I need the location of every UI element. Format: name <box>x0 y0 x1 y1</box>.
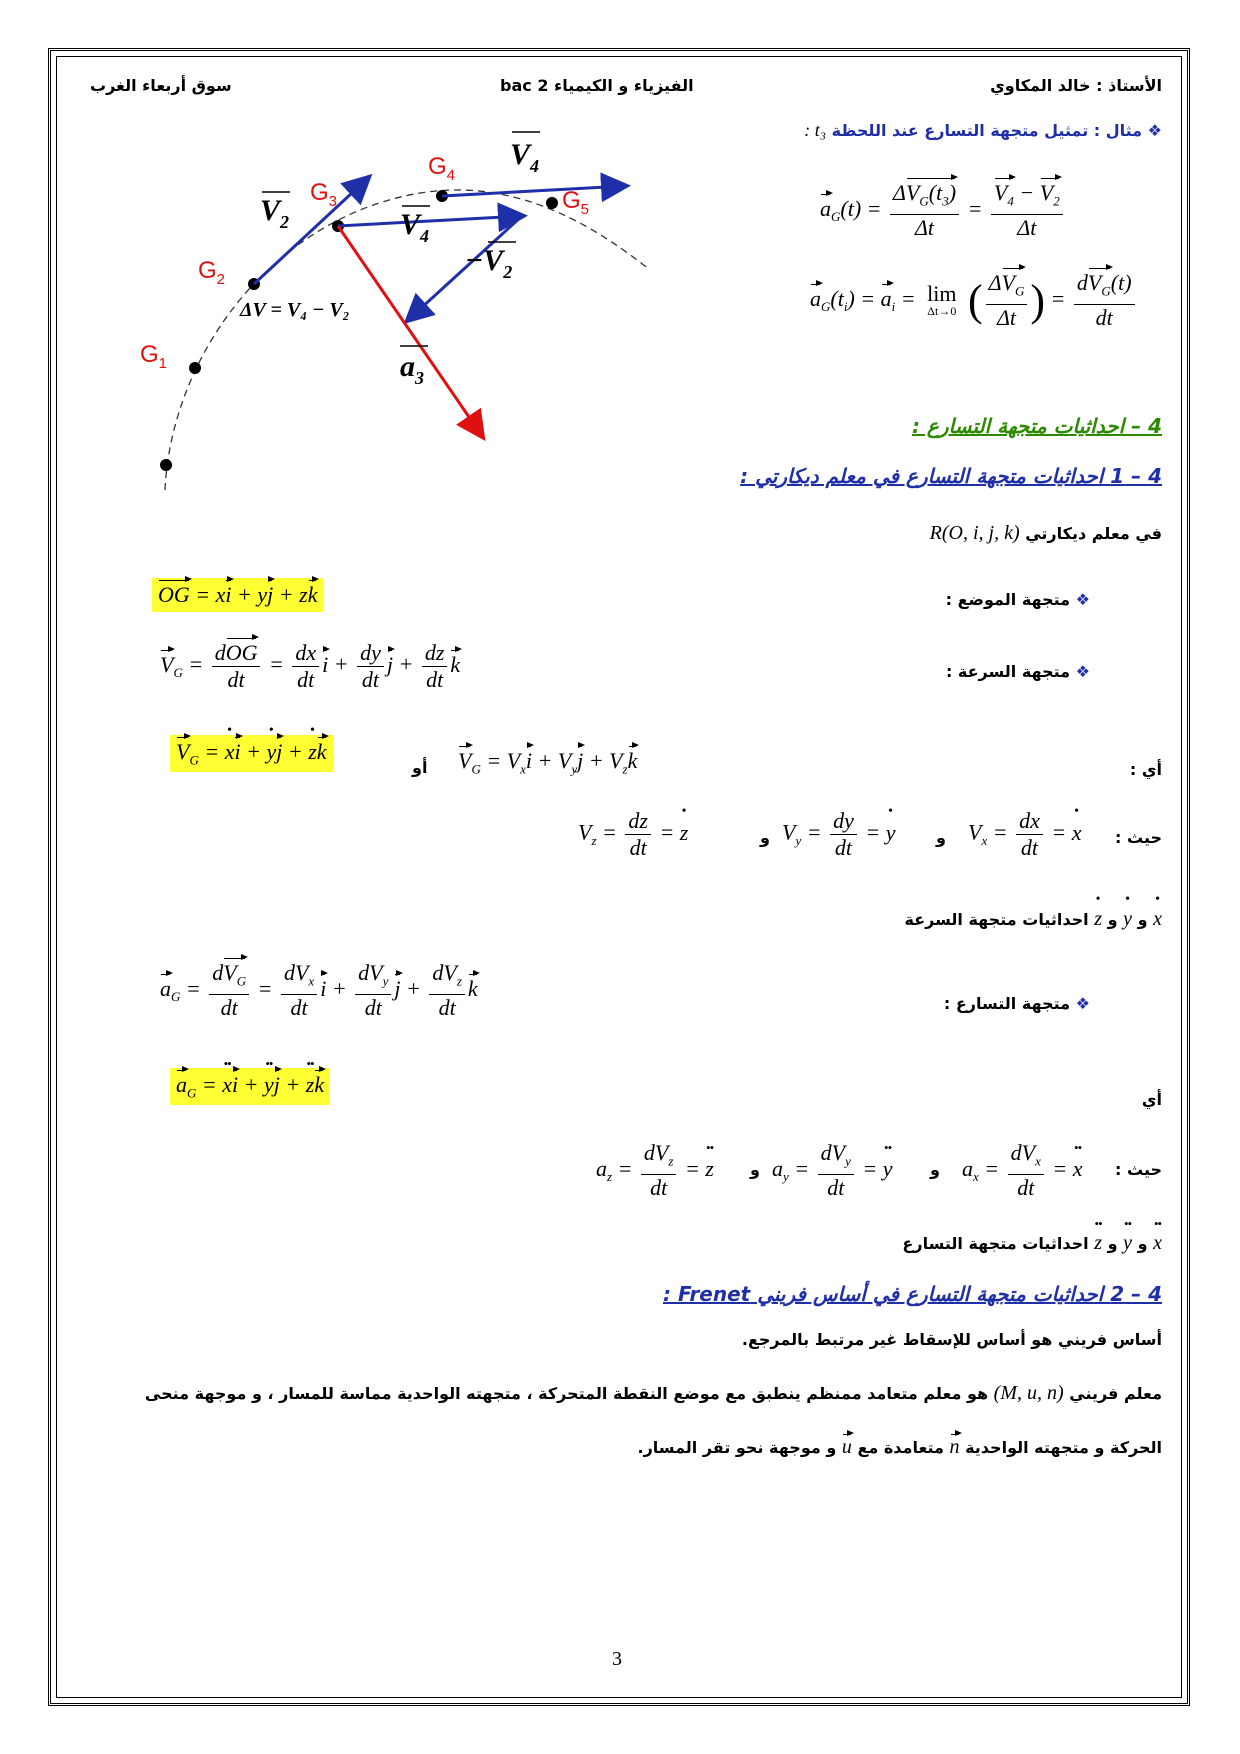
formula-vz: $V_z$ = $\frac{dz}{dt}$ = • z <box>578 808 688 861</box>
formula-position: OG = xi + yj + zk <box>152 578 323 612</box>
vector-v4-mid <box>338 216 522 226</box>
label-v4-mid: $V_4$ <box>400 208 430 246</box>
formula-vy: $V_y$ = $\frac{dy}{dt}$ = • y <box>782 808 895 861</box>
point-label-g4: $G_4$ <box>428 153 456 184</box>
point-g0 <box>160 459 172 471</box>
velocity-coords-line: • x و • y و • z احداثيات متجهة السرعة <box>905 908 1162 931</box>
formula-accel-derivative: $a_G$ = $\frac{dV_G}{dt}$ = $\frac{dV_x}{dt}$ i + $\frac{dV_y}{dt}$ j + $\frac{dV_z}{dt}$ k <box>160 960 478 1021</box>
accel-coords-line: •• x و •• y و •• z احداثيات متجهة التسارع <box>902 1232 1162 1255</box>
bullet-icon: ❖ <box>1147 121 1162 140</box>
position-label: ❖ متجهة الموضع : <box>945 590 1090 609</box>
label-a3: $a_3$ <box>400 350 424 388</box>
and-label-4: و <box>930 1160 940 1179</box>
frenet-line-3: الحركة و متجهته الواحدية n متعامدة مع u و موجهة نحو تقر المسار. <box>637 1436 1162 1458</box>
accel-label: ❖ متجهة التسارع : <box>943 994 1090 1013</box>
header-city: سوق أربعاء الغرب <box>90 76 232 95</box>
section-4-1-heading: 4 – 1 احداثيات متجهة التسارع في معلم ديكارتي : <box>740 464 1162 488</box>
and-label-3: و <box>750 1160 760 1179</box>
point-g5 <box>546 197 558 209</box>
point-label-g1: $G_1$ <box>140 341 168 372</box>
formula-ay: $a_y$ = $\frac{dV_y}{dt}$ = •• y <box>772 1140 893 1201</box>
cartesian-frame: R(O, i, j, k) <box>929 522 1020 544</box>
frenet-line-2: معلم فريني (M, u, n) هو معلم متعامد ممنظم ينطبق مع موضع النقطة المتحركة ، متجهته الواحدية مماسة للمسار ، و موجهة منحى <box>144 1382 1162 1404</box>
cartesian-intro: في معلم ديكارتي R(O, i, j, k) <box>929 522 1162 544</box>
acceleration-diagram <box>110 130 670 500</box>
formula-velocity-dot: $V_G$ = • xi + • yj + • zk <box>170 735 333 772</box>
ie-label: أي : <box>1129 760 1162 779</box>
where-label-2: حيث : <box>1115 1160 1162 1179</box>
label-delta-v: ΔV = V₄ − V₂ <box>240 299 350 321</box>
page-number: 3 <box>612 1648 622 1670</box>
frenet-frame: (M, u, n) <box>993 1382 1064 1404</box>
example-heading <box>804 120 1162 141</box>
example-label: مثال : تمثيل متجهة التسارع عند اللحظة <box>831 121 1143 140</box>
formula-accel-ddot: $a_G$ = •• xi + •• yj + •• zk <box>170 1068 330 1105</box>
formula-ax: $a_x$ = $\frac{dV_x}{dt}$ = •• x <box>962 1140 1083 1201</box>
example-instant: t₃ : <box>804 120 827 140</box>
formula-velocity-derivative: $V_G$ = $\frac{\text{dOG}}{dt}$ = $\frac{dx}{dt}$ i + $\frac{dy}{dt}$ j + $\frac{dz}{dt}$ k <box>160 640 461 692</box>
label-minus-v2: $-V_2$ <box>465 244 513 282</box>
point-label-g5: $G_5$ <box>562 187 590 218</box>
formula-a-limit: $a_G(t_i) = a_i$ = lim Δt→0 ( $\frac{\Delta V_G}{\Delta t}$ ) = $\frac{dV_G(t)}{dt}$ <box>810 270 1138 331</box>
where-label-1: حيث : <box>1115 828 1162 847</box>
vector-a3 <box>338 226 482 436</box>
point-label-g3: $G_3$ <box>310 179 338 210</box>
formula-vx: $V_x$ = $\frac{dx}{dt}$ = • x <box>968 808 1081 861</box>
point-label-g2: $G_2$ <box>198 257 226 288</box>
formula-a-discrete: $a_G(t)$ = $\frac{\Delta V_G(t_3)}{\Delta t}$ = $\frac{V_4 - V_2}{\Delta t}$ <box>820 180 1066 241</box>
label-v4-top: $V_4$ <box>510 138 540 176</box>
formula-velocity-components: $V_G = V_xi + V_yj + V_zk$ <box>458 748 638 777</box>
velocity-label: ❖ متجهة السرعة : <box>945 662 1090 681</box>
section-4-heading: 4 – احداثيات متجهة التسارع : <box>911 414 1162 438</box>
point-g1 <box>189 362 201 374</box>
header-teacher: الأستاذ : خالد المكاوي <box>990 76 1162 95</box>
formula-az: $a_z$ = $\frac{dV_z}{dt}$ = •• z <box>596 1140 714 1201</box>
label-v2: $V_2$ <box>260 194 290 232</box>
header-subject: الفيزياء و الكيمياء 2 bac <box>500 76 694 95</box>
or-label: أو <box>412 758 428 777</box>
ie-label-2: أي <box>1141 1090 1162 1109</box>
section-4-2-heading: 4 – 2 احداثيات متجهة التسارع في أساس فريني Frenet : <box>663 1282 1162 1306</box>
and-label-2: و <box>936 828 946 847</box>
frenet-line-1: أساس فريني هو أساس للإسقاط غير مرتبط بالمرجع. <box>741 1330 1162 1349</box>
and-label-1: و <box>760 828 770 847</box>
vector-v4-top <box>442 186 625 196</box>
